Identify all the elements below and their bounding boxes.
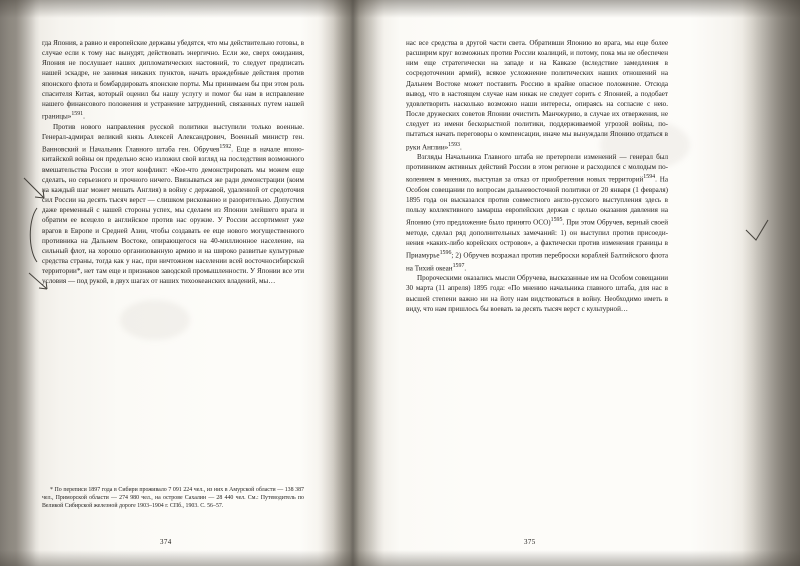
- paragraph: Взгляды Начальника Главного штаба не претерпели изменений — генерал был противником активных действий России в этом регионе и расходился с молодым поколением в мнениях, выступая за отказ от приобретения новых территорий$^{1594}$. На Особом совещании по вопросам дальневосточной политики от 20 января (1 февраля) 1895 года он высказался против совместного англо-русского выступления здесь в пользу коллективного замарша европейских держав с целью оказания давления на Японию (это предложение было принято ОСО)$^{1595}$. При этом Обручев, верный своей методе, сделал ряд дополнительных замечаний: 1) он выступил против присоединения «каких-либо корейских островов», а фактически против изменения границы в Приамурье$^{1596}$; 2) Обручев возражал против переброски кораблей Балтийского флота на Тихий океан$^{1597}$.: [406, 153, 668, 273]
- right-page-text-column: [406, 38, 668, 314]
- top-page-edge-shadow: [0, 0, 800, 18]
- paragraph: Пророческими оказались мысли Обручева, высказанные им на Особом совещании 30 марта (11 апреля) 1895 года: «По мнению начальника главного штаба, для нас в высшей степени важно ни на йоту нам видствоваться в войну. Необходимо иметь в виду, что нам пришлось бы воевать за десять тысяч верст с культурной…: [406, 274, 668, 313]
- footnote-text: * По переписи 1897 года в Сибири проживало 7 091 224 чел., из них в Амурской области — 138 387 чел., Приморской области — 274 980 чел., на острове Сахалин — 28 440 чел. См.: Путеводитель по Великой Сибирской железной дороге 1903–1904 г. СПб., 1903. С. 56–57.: [42, 487, 304, 510]
- bottom-page-edge-shadow: [0, 550, 800, 566]
- left-page-edge-shadow: [0, 0, 40, 566]
- right-page-edge-shadow: [742, 0, 800, 566]
- left-page-footnote: [42, 486, 304, 511]
- book-gutter: [322, 0, 384, 566]
- paragraph: нас все средства в другой части света. Обративши Японию во врага, мы еще более расширим круг возможных против России коалиций, и потому, пока мы не обеспечен ним еще стратегически на западе и на Кавказе (вследствие замедления в сосредоточении армий), всякое усложнение политических наших отношений на Дальнем Востоке может поставить Россию в крайне опасное положение. Отсюда вывод, что в настоящем случае нам никак не следует сорить с Японией, а подобает удовлетворить насколько возможно наши интересы, опираясь на согласие с нею. После дружеских советов Японии очистить Манчжурию, в случае их отвержения, не следует из имени бескорыстной политики, поддерживаемой угрозой войны, попытаться начать переговоры о компенсации, иначе мы вынуждали Японию отдаться в руки Англии»$^{1593}$.: [406, 39, 668, 151]
- paragraph: гда Япония, а равно и европейские державы убедятся, что мы действительно готовы, в случае если к тому нас вынудят, действовать энергично. Если же, сверх ожидания, Япония не послушает наших дипломатических настояний, то следует предписать нашей эскадре, не занимая никаких пунктов, начать враждебные действия против японского флота и бомбардировать японские порты. Мы принимаем бы при этом роль спасителя Китая, который оценил бы нашу услугу и помог бы нам в исправление нашего финансового положения и устранение затруднений, связанных путем нашей границы»$^{1591}$.: [42, 39, 304, 121]
- left-page-folio: 374: [160, 538, 172, 546]
- right-page-folio: 375: [524, 538, 536, 546]
- left-page-text-column: [42, 38, 304, 286]
- paper-blotch: [120, 300, 190, 340]
- paragraph: Против нового направления русской политики выступили только военные. Генерал-адмирал великий князь Алексей Александрович, Военный министр ген. Ванновский и Начальник Главного штаба ген. Обручев$^{1592}$. Еще в начале японо-китайской войны он предельно ясно изложил свой взгляд на последствия возможного вмешательства России в этот конфликт: «Кое-что демонстрировать мы можем еще сделать, но серьезного и прочного ничего. Ввязываться же ради демонстрации (коим на каждый шаг может мешать Англия) в войну с державой, удаленной от средоточия сил России на десять тысяч верст — слишком рискованно и разорительно. Допустим даже временный с нашей стороны успех, мы сделаем из Японии злейшего врага и обратим ее всецело в английское против нас оружие. У России ассортимент уже врагов в Европе и Средней Азии, чтобы создавать ее еще нового могущественного противника на Дальнем Востоке, опирающегося на 40-миллионное население, на сильный флот, на хорошо организованную армию и на широко развитые культурные средства страны, тогда как у нас, при ничтожном населении всей восточносибирской территории*, нет там еще и признаков заводской промышленности. У Японии все эти условия — под рукой, в двух шагах от наших тихоокеанских владений, мы…: [42, 122, 304, 286]
